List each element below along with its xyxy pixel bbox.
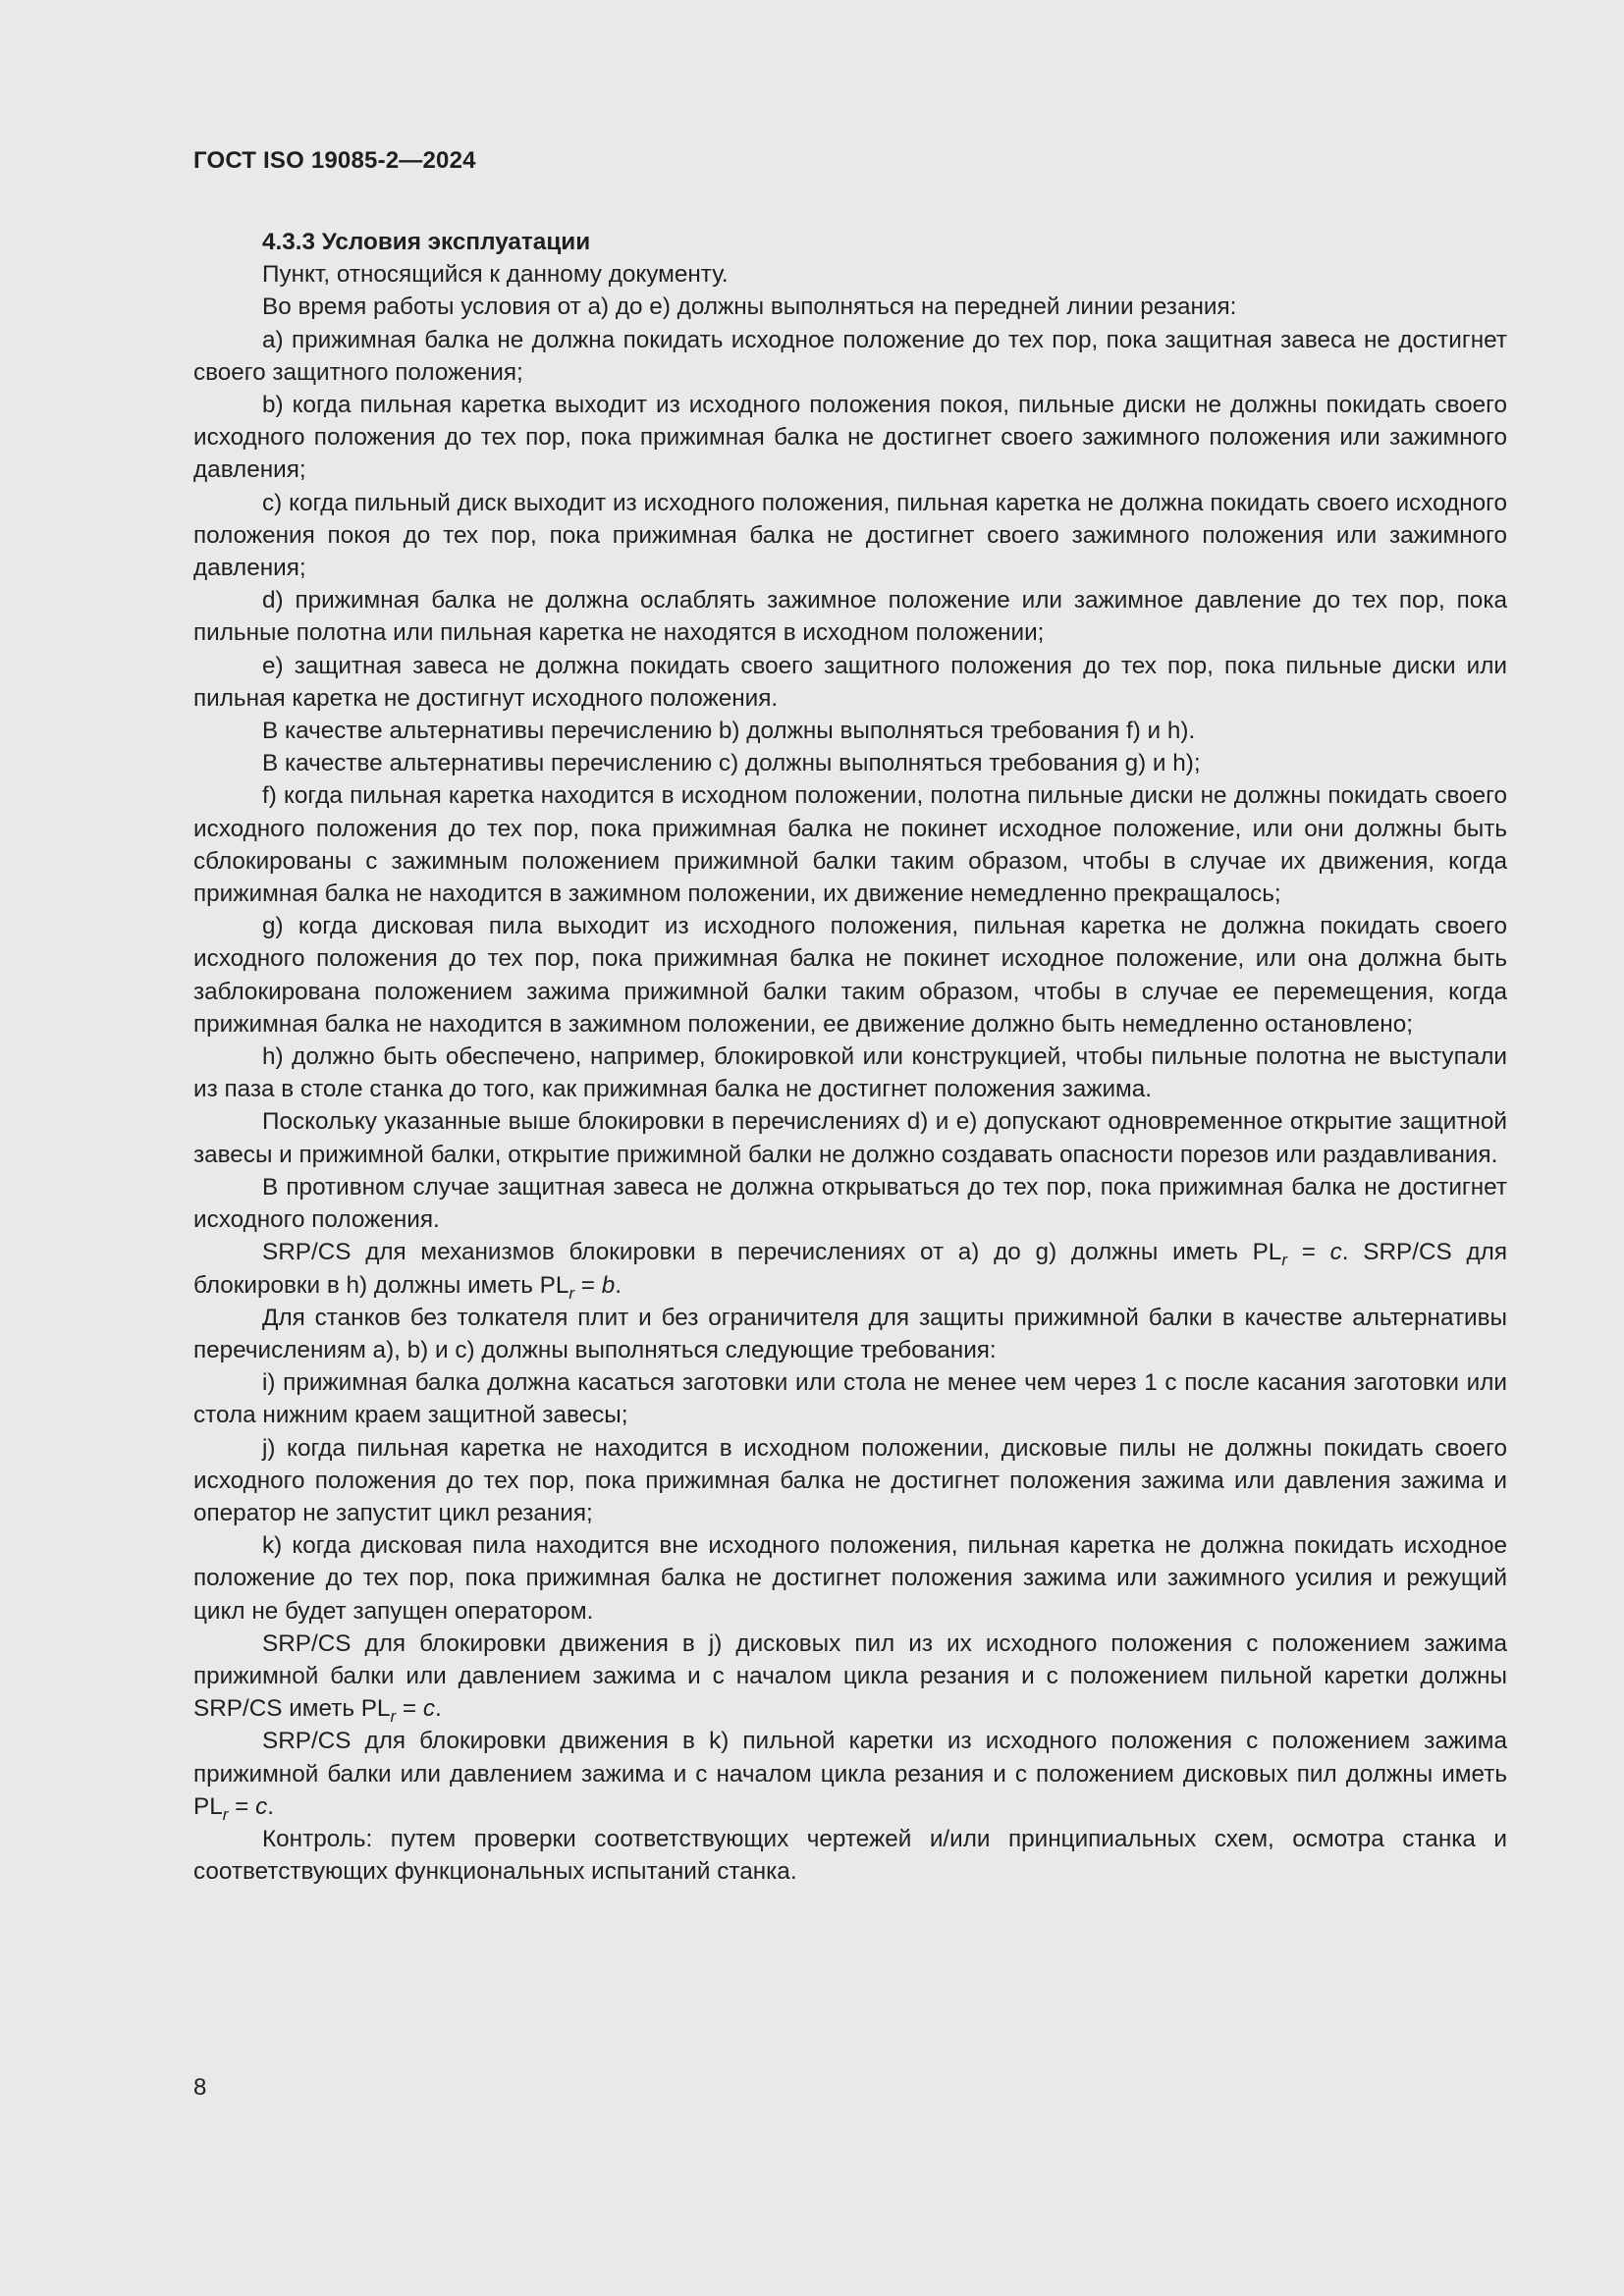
paragraph: Поскольку указанные выше блокировки в перечислениях d) и e) допускают одновременное открытие защитной завесы и прижимной балки, открытие прижимной балки не должно создавать опасности порезов или раздавливания. (193, 1108, 1507, 1168)
pl-value: c (422, 1695, 435, 1723)
list-item-i: i) прижимная балка должна касаться заготовки или стола не менее чем через 1 с после касания заготовки или стола нижним краем защитной завесы; (193, 1369, 1507, 1429)
srp-requirement-paragraph: SRP/CS для блокировки движения в k) пильной каретки из исходного положения с положением зажима прижимной балки или давлением зажима и с началом цикла резания и с положением дисковых пил должны иметь $PL_r = c$. (193, 1728, 1507, 1824)
document-header: ГОСТ ISO 19085-2—2024 (193, 147, 476, 174)
section-heading: 4.3.3 Условия эксплуатации (262, 229, 591, 255)
paragraph: В качестве альтернативы перечислению c) должны выполняться требования g) и h); (262, 750, 1201, 777)
srp-text: SRP/CS для механизмов блокировки в перечислениях от a) до g) должны иметь PL (262, 1239, 1282, 1266)
pl-subscript: r (222, 1804, 229, 1824)
srp-text: SRP/CS для блокировки движения в k) пильной каретки из исходного положения с положением зажима прижимной балки или давлением зажима и с началом цикла резания и с положением дисковых пил должны иметь PL (193, 1728, 1507, 1820)
list-item-e: e) защитная завеса не должна покидать своего защитного положения до тех пор, пока пильные диски или пильная каретка не достигнут исходного положения. (193, 652, 1507, 712)
paragraph: Во время работы условия от a) до e) должны выполняться на передней линии резания: (262, 294, 1237, 321)
document-body (193, 226, 1507, 1888)
control-paragraph: Контроль: путем проверки соответствующих чертежей и/или принципиальных схем, осмотра станка и соответствующих функциональных испытаний станка. (193, 1825, 1507, 1886)
page-number: 8 (193, 2074, 207, 2101)
list-item-j: j) когда пильная каретка не находится в исходном положении, дисковые пилы не должны покидать своего исходного положения до тех пор, пока прижимная балка не достигнет положения зажима или давления зажима и оператор не запустит цикл резания; (193, 1434, 1507, 1526)
srp-requirement-paragraph: SRP/CS для механизмов блокировки в перечислениях от a) до g) должны иметь $PL_r = c$. SRP/CS для блокировки в h) должны иметь $PL_r = b$. (193, 1239, 1507, 1303)
paragraph: Для станков без толкателя плит и без ограничителя для защиты прижимной балки в качестве альтернативы перечислениям a), b) и c) должны выполняться следующие требования: (193, 1304, 1507, 1363)
paragraph: Пункт, относящийся к данному документу. (262, 261, 729, 289)
paragraph: В качестве альтернативы перечислению b) должны выполняться требования f) и h). (262, 718, 1196, 745)
srp-requirement-paragraph: SRP/CS для блокировки движения в j) дисковых пил из их исходного положения с положением зажима прижимной балки или давлением зажима и с началом цикла резания и с положением пильной каретки должны SRP/CS иметь $PL_r = c$. (193, 1629, 1507, 1727)
list-item-k: k) когда дисковая пила находится вне исходного положения, пильная каретка не должна покидать исходное положение до тех пор, пока прижимная балка не достигнет положения зажима или зажимного усилия и режущий цикл не будет запущен оператором. (193, 1532, 1507, 1625)
list-item-d: d) прижимная балка не должна ослаблять зажимное положение или зажимное давление до тех пор, пока пильные полотна или пильная каретка не находятся в исходном положении; (193, 587, 1507, 647)
pl-subscript: r (1281, 1251, 1287, 1270)
pl-value: c (255, 1792, 268, 1820)
list-item-c: c) когда пильный диск выходит из исходного положения, пильная каретка не должна покидать своего исходного положения покоя до тех пор, пока прижимная балка не достигнет своего зажимного положения или зажимного давления; (193, 489, 1507, 582)
list-item-g: g) когда дисковая пила выходит из исходного положения, пильная каретка не должна покидать своего исходного положения до тех пор, пока прижимная балка не покинет исходное положение, или она должна быть заблокирована положением зажима прижимной балки таким образом, чтобы в случае ее перемещения, когда прижимная балка не находится в зажимном положении, ее движение должно быть немедленно остановлено; (193, 913, 1507, 1038)
srp-text: . SRP/CS для блокировки в h) должны иметь PL (193, 1239, 1507, 1299)
pl-subscript: r (568, 1283, 575, 1303)
list-item-f: f) когда пильная каретка находится в исходном положении, полотна пильные диски не должны покидать своего исходного положения до тех пор, пока прижимная балка не покинет исходное положение, или они должны быть сблокированы с зажимным положением прижимной балки таким образом, чтобы в случае их движения, когда прижимная балка не находится в зажимном положении, их движение немедленно прекращалось; (193, 782, 1507, 908)
pl-value: c (1329, 1239, 1342, 1266)
paragraph: В противном случае защитная завеса не должна открываться до тех пор, пока прижимная балка не достигнет исходного положения. (193, 1173, 1507, 1234)
list-item-h: h) должно быть обеспечено, например, блокировкой или конструкцией, чтобы пильные полотна не выступали из паза в столе станка до того, как прижимная балка не достигнет положения зажима. (193, 1043, 1507, 1103)
list-item-b: b) когда пильная каретка выходит из исходного положения покоя, пильные диски не должны покидать своего исходного положения до тех пор, пока прижимная балка не достигнет своего зажимного положения или зажимного давления; (193, 392, 1507, 484)
srp-text: SRP/CS для блокировки движения в j) дисковых пил из их исходного положения с положением зажима прижимной балки или давлением зажима и с началом цикла резания и с положением пильной каретки должны SRP/CS иметь PL (193, 1629, 1507, 1723)
pl-value: b (601, 1271, 616, 1299)
list-item-a: a) прижимная балка не должна покидать исходное положение до тех пор, пока защитная завеса не достигнет своего защитного положения; (193, 326, 1507, 386)
pl-subscript: r (390, 1707, 397, 1727)
